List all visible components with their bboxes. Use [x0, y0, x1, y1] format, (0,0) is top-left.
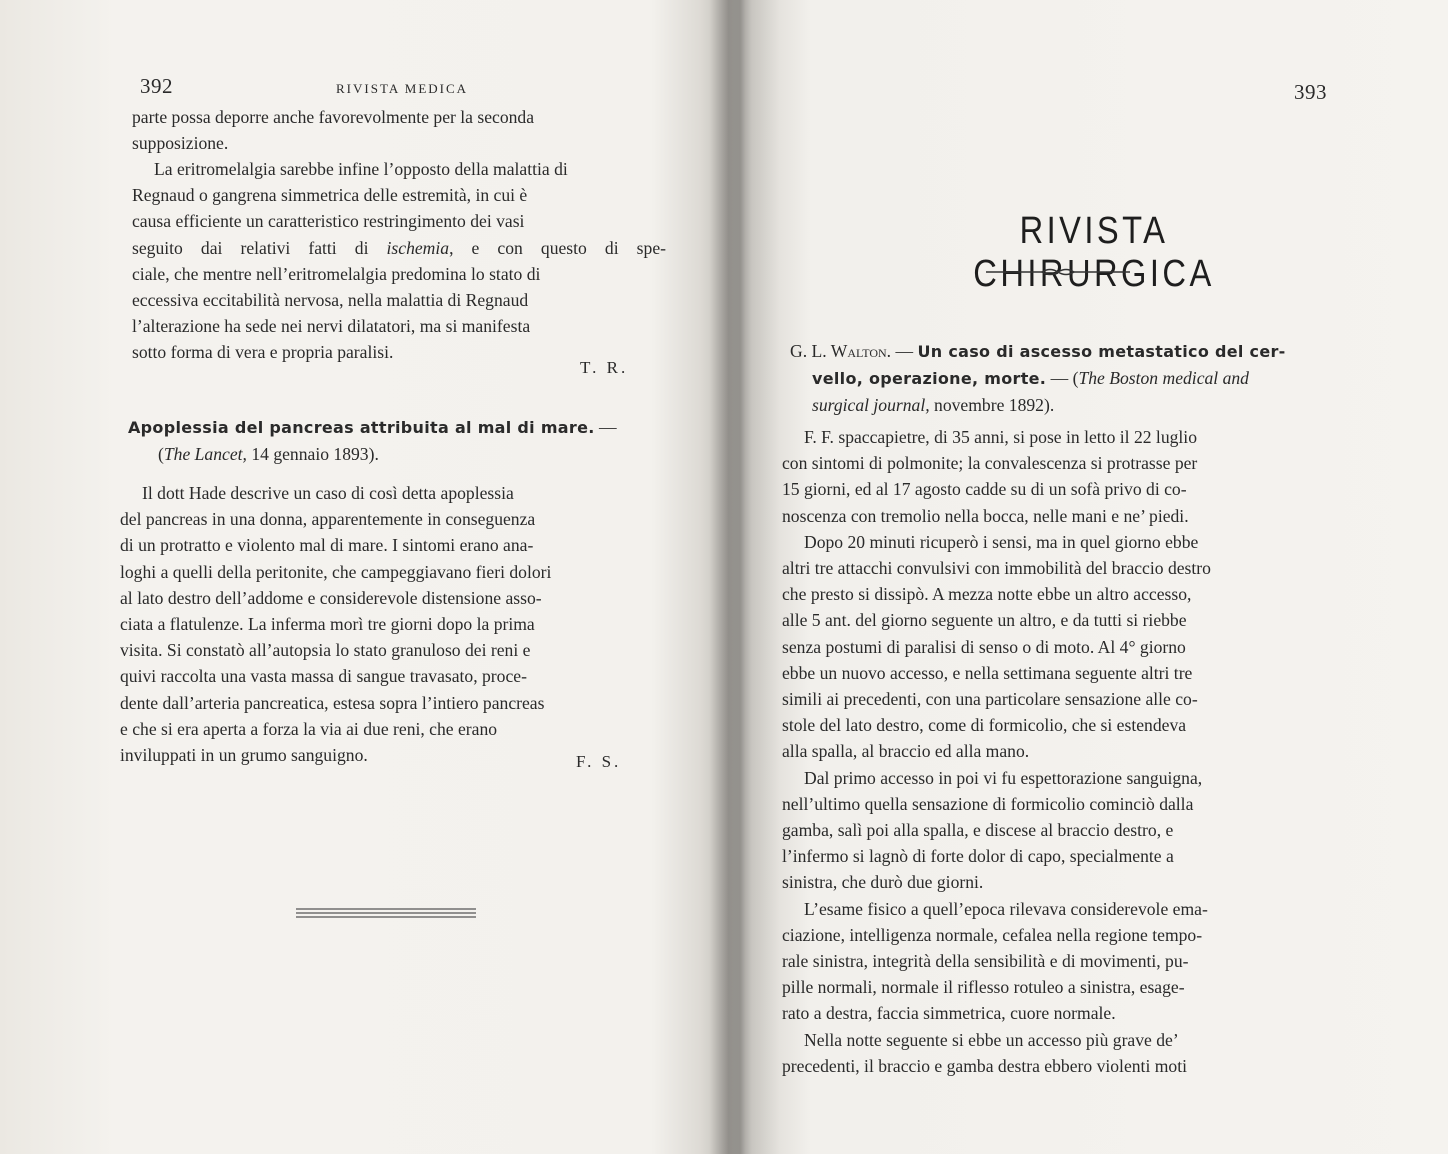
- double-rule-divider: [296, 906, 476, 920]
- text-line: Dal primo accesso in poi vi fu espettorazione sanguigna,: [804, 767, 1203, 788]
- italic-term: ischemia: [386, 237, 450, 258]
- signature-fs: F. S.: [576, 752, 622, 771]
- text-line: noscenza con tremolio nella bocca, nelle mani e ne’ piedi.: [782, 505, 1189, 526]
- text-line: di un protratto e violento mal di mare. I sintomi erano ana-: [120, 535, 534, 556]
- text-line: ciata a flatulenze. La inferma morì tre giorni dopo la prima: [120, 614, 535, 635]
- article-title-right: Un caso di ascesso metastatico del cer-: [917, 342, 1286, 361]
- text-segment: novembre 1892).: [929, 395, 1055, 416]
- text-line: alle 5 ant. del giorno seguente un altro, e da tutti si riebbe: [782, 610, 1187, 631]
- running-head: RIVISTA MEDICA: [336, 81, 469, 96]
- text-line: [790, 392, 1330, 418]
- journal-name: The Lancet,: [163, 444, 247, 465]
- text-line: senza postumi di paralisi di senso o di moto. Al 4° giorno: [782, 636, 1186, 657]
- text-line: rale sinistra, integrità della sensibilità e di movimenti, pu-: [782, 951, 1189, 972]
- text-line: [128, 414, 668, 441]
- text-segment: —: [594, 417, 617, 437]
- text-segment: seguito dai relativi fatti di: [132, 237, 387, 258]
- text-line: causa efficiente un caratteristico restringimento dei vasi: [132, 211, 525, 232]
- text-segment: (: [158, 444, 164, 465]
- text-line: l’alterazione ha sede nei nervi dilatatori, ma si manifesta: [132, 316, 531, 337]
- text-line: del pancreas in una donna, apparentemente in conseguenza: [120, 509, 536, 530]
- text-line: rato a destra, faccia simmetrica, cuore normale.: [782, 1003, 1116, 1024]
- text-line: al lato destro dell’addome e considerevole distensione asso-: [120, 587, 542, 608]
- text-line: simili ai precedenti, con una particolare sensazione alle co-: [782, 689, 1198, 710]
- journal-name-right: The Boston medical and: [1078, 368, 1249, 389]
- text-line: ebbe un nuovo accesso, e nella settimana seguente altri tre: [782, 662, 1193, 683]
- text-segment: 14 gennaio 1893).: [246, 444, 379, 465]
- text-segment: , e con questo di spe-: [449, 237, 666, 258]
- text-line: eccessiva eccitabilità nervosa, nella malattia di Regnaud: [132, 290, 529, 311]
- article-heading-right: [790, 338, 1330, 419]
- continuation-paragraph: [132, 104, 666, 156]
- text-line: gamba, salì poi alla spalla, e discese al braccio destro, e: [782, 820, 1174, 841]
- text-line: e che si era aperta a forza la via ai due reni, che erano: [120, 718, 498, 739]
- text-line: loghi a quelli della peritonite, che campeggiavano fieri dolori: [120, 561, 552, 582]
- article-body: [120, 480, 656, 768]
- text-line: l’infermo si lagnò di forte dolor di capo, specialmente a: [782, 846, 1174, 867]
- eritromelalgia-paragraph: [132, 156, 666, 366]
- text-line: [790, 365, 1330, 392]
- text-segment: — (: [1046, 368, 1079, 389]
- text-line: alla spalla, al braccio ed alla mano.: [782, 741, 1030, 762]
- text-line: Dopo 20 minuti ricuperò i sensi, ma in quel giorno ebbe: [804, 531, 1199, 552]
- ornament-divider: [986, 262, 1130, 282]
- text-line: visita. Si constatò all’autopsia lo stato granuloso dei reni e: [120, 640, 531, 661]
- text-line: ciazione, intelligenza normale, cefalea nella regione tempo-: [782, 924, 1203, 945]
- text-line: Regnaud o gangrena simmetrica delle estremità, in cui è: [132, 185, 528, 206]
- text-line: con sintomi di polmonite; la convalescenza si protrasse per: [782, 453, 1198, 474]
- right-page: [724, 0, 1448, 1154]
- article-body-right: [782, 424, 1330, 1079]
- text-line: pille normali, normale il riflesso rotuleo a sinistra, esage-: [782, 977, 1185, 998]
- text-line: stole del lato destro, come di formicolio, che si estendeva: [782, 715, 1187, 736]
- text-line: [132, 235, 666, 261]
- text-line: [128, 441, 668, 467]
- text-line: La eritromelalgia sarebbe infine l’opposto della malattia di: [154, 159, 568, 179]
- text-line: altri tre attacchi convulsivi con immobilità del braccio destro: [782, 558, 1211, 579]
- text-line: Nella notte seguente si ebbe un accesso più grave de’: [804, 1029, 1179, 1050]
- left-page-number: 392: [140, 74, 173, 98]
- article-title: Apoplessia del pancreas attribuita al mal di mare.: [128, 418, 595, 437]
- text-line: [790, 338, 1330, 365]
- text-line: nell’ultimo quella sensazione di formicolio cominciò dalla: [782, 793, 1194, 814]
- author-name: G. L. Walton.: [790, 341, 892, 361]
- article-title-cont: vello, operazione, morte.: [812, 369, 1047, 389]
- text-line: sotto forma di vera e propria paralisi.: [132, 342, 394, 363]
- text-line: inviluppati in un grumo sanguigno.: [120, 745, 368, 766]
- article-heading: [128, 414, 668, 467]
- right-page-number: 393: [1294, 80, 1327, 104]
- text-line: supposizione.: [132, 133, 229, 154]
- text-line: precedenti, il braccio e gamba destra ebbero violenti moti: [782, 1055, 1187, 1076]
- text-line: dente dall’arteria pancreatica, estesa sopra l’intiero pancreas: [120, 692, 545, 713]
- text-segment: —: [891, 341, 918, 361]
- text-line: ciale, che mentre nell’eritromelalgia predomina lo stato di: [132, 263, 541, 284]
- text-line: che presto si dissipò. A mezza notte ebbe un altro accesso,: [782, 584, 1192, 605]
- signature-tr: T. R.: [580, 358, 629, 377]
- text-line: 15 giorni, ed al 17 agosto cadde su di un sofà privo di co-: [782, 479, 1187, 500]
- text-line: Il dott Hade descrive un caso di così detta apoplessia: [142, 483, 514, 503]
- text-line: sinistra, che durò due giorni.: [782, 872, 984, 893]
- text-line: L’esame fisico a quell’epoca rilevava considerevole ema-: [804, 898, 1208, 919]
- text-line: F. F. spaccapietre, di 35 anni, si pose in letto il 22 luglio: [804, 427, 1197, 447]
- text-line: quivi raccolta una vasta massa di sangue travasato, proce-: [120, 666, 527, 687]
- journal-name-cont: surgical journal,: [812, 395, 930, 416]
- text-line: parte possa deporre anche favorevolmente per la seconda: [132, 107, 535, 127]
- section-title: RIVISTA CHIRURGICA: [973, 210, 1215, 295]
